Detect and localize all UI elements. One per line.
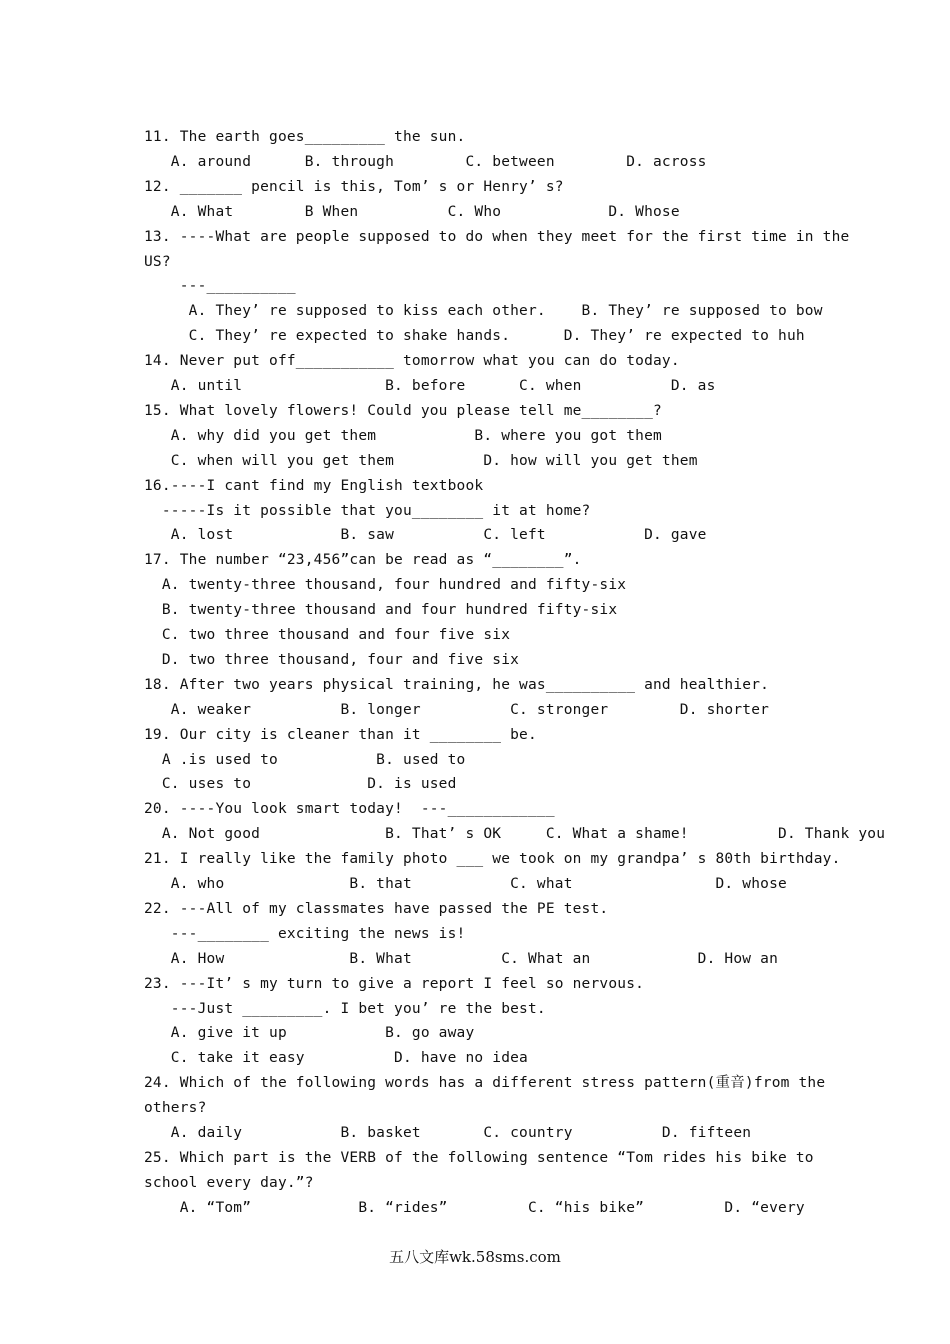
text-line: 23. ---It’ s my turn to give a report I feel so nervous. [144,975,645,992]
text-line: C. They’ re expected to shake hands. D. They’ re expected to huh [144,328,805,345]
text-line: C. two three thousand and four five six [144,627,511,643]
text-line: A. How B. What C. What an D. How an [144,950,779,967]
text-line: others? [144,1100,207,1117]
text-line: A. “Tom” B. “rides” C. “his bike” D. “every [144,1199,805,1216]
text-line: A. until B. before C. when D. as [144,378,716,394]
text-line: A. give it up B. go away [144,1025,475,1042]
text-line: 20. ----You look smart today! ---____________ [144,801,555,818]
text-line: A. weaker B. longer C. stronger D. shorter [144,701,770,718]
text-line: 19. Our city is cleaner than it ________ be. [144,726,537,743]
footer-watermark: 五八文库wk.58sms.com [389,1248,561,1266]
text-line: 14. Never put off___________ tomorrow what you can do today. [144,353,680,370]
text-line: A .is used to B. used to [144,751,466,768]
text-line: A. They’ re supposed to kiss each other. B. They’ re supposed to bow [144,303,823,320]
text-line: 13. ----What are people supposed to do when they meet for the first time in the [144,228,850,245]
text-line: 25. Which part is the VERB of the following sentence “Tom rides his bike to [144,1149,814,1166]
text-line: ---Just _________. I bet you’ re the best. [144,1000,546,1017]
text-line: A. lost B. saw C. left D. gave [144,527,707,544]
text-line: C. uses to D. is used [144,776,457,793]
text-line: -----Is it possible that you________ it at home? [144,502,591,519]
text-line: 24. Which of the following words has a different stress pattern(重音)from the [144,1075,826,1092]
text-line: 22. ---All of my classmates have passed the PE test. [144,900,609,917]
text-line: C. take it easy D. have no idea [144,1050,528,1067]
text-line: ---________ exciting the news is! [144,925,466,942]
text-line: 15. What lovely flowers! Could you please tell me________? [144,402,662,419]
text-line: 11. The earth goes_________ the sun. [144,129,466,145]
text-line: B. twenty-three thousand and four hundred fifty-six [144,602,618,619]
text-line: school every day.”? [144,1174,314,1191]
text-line: 16.----I cant find my English textbook [144,477,484,494]
text-line: D. two three thousand, four and five six [144,651,520,668]
text-line: 17. The number “23,456”can be read as “________”. [144,552,582,569]
text-line: A. who B. that C. what D. whose [144,876,787,892]
text-line: A. why did you get them B. where you got them [144,427,662,444]
text-line: ---__________ [144,278,296,295]
text-line: A. What B When C. Who D. Whose [144,203,680,220]
text-line: A. daily B. basket C. country D. fifteen [144,1125,752,1141]
text-line: A. twenty-three thousand, four hundred and fifty-six [144,577,627,594]
text-line: 21. I really like the family photo ___ we took on my grandpa’ s 80th birthday. [144,851,841,868]
text-line: C. when will you get them D. how will you get them [144,452,698,469]
text-line: 18. After two years physical training, he was__________ and healthier. [144,676,770,693]
text-line: A. Not good B. That’ s OK C. What a shame! D. Thank you [144,826,886,843]
text-line: US? [144,253,171,270]
text-line: 12. _______ pencil is this, Tom’ s or Henry’ s? [144,178,564,195]
text-line: A. around B. through C. between D. across [144,153,707,170]
